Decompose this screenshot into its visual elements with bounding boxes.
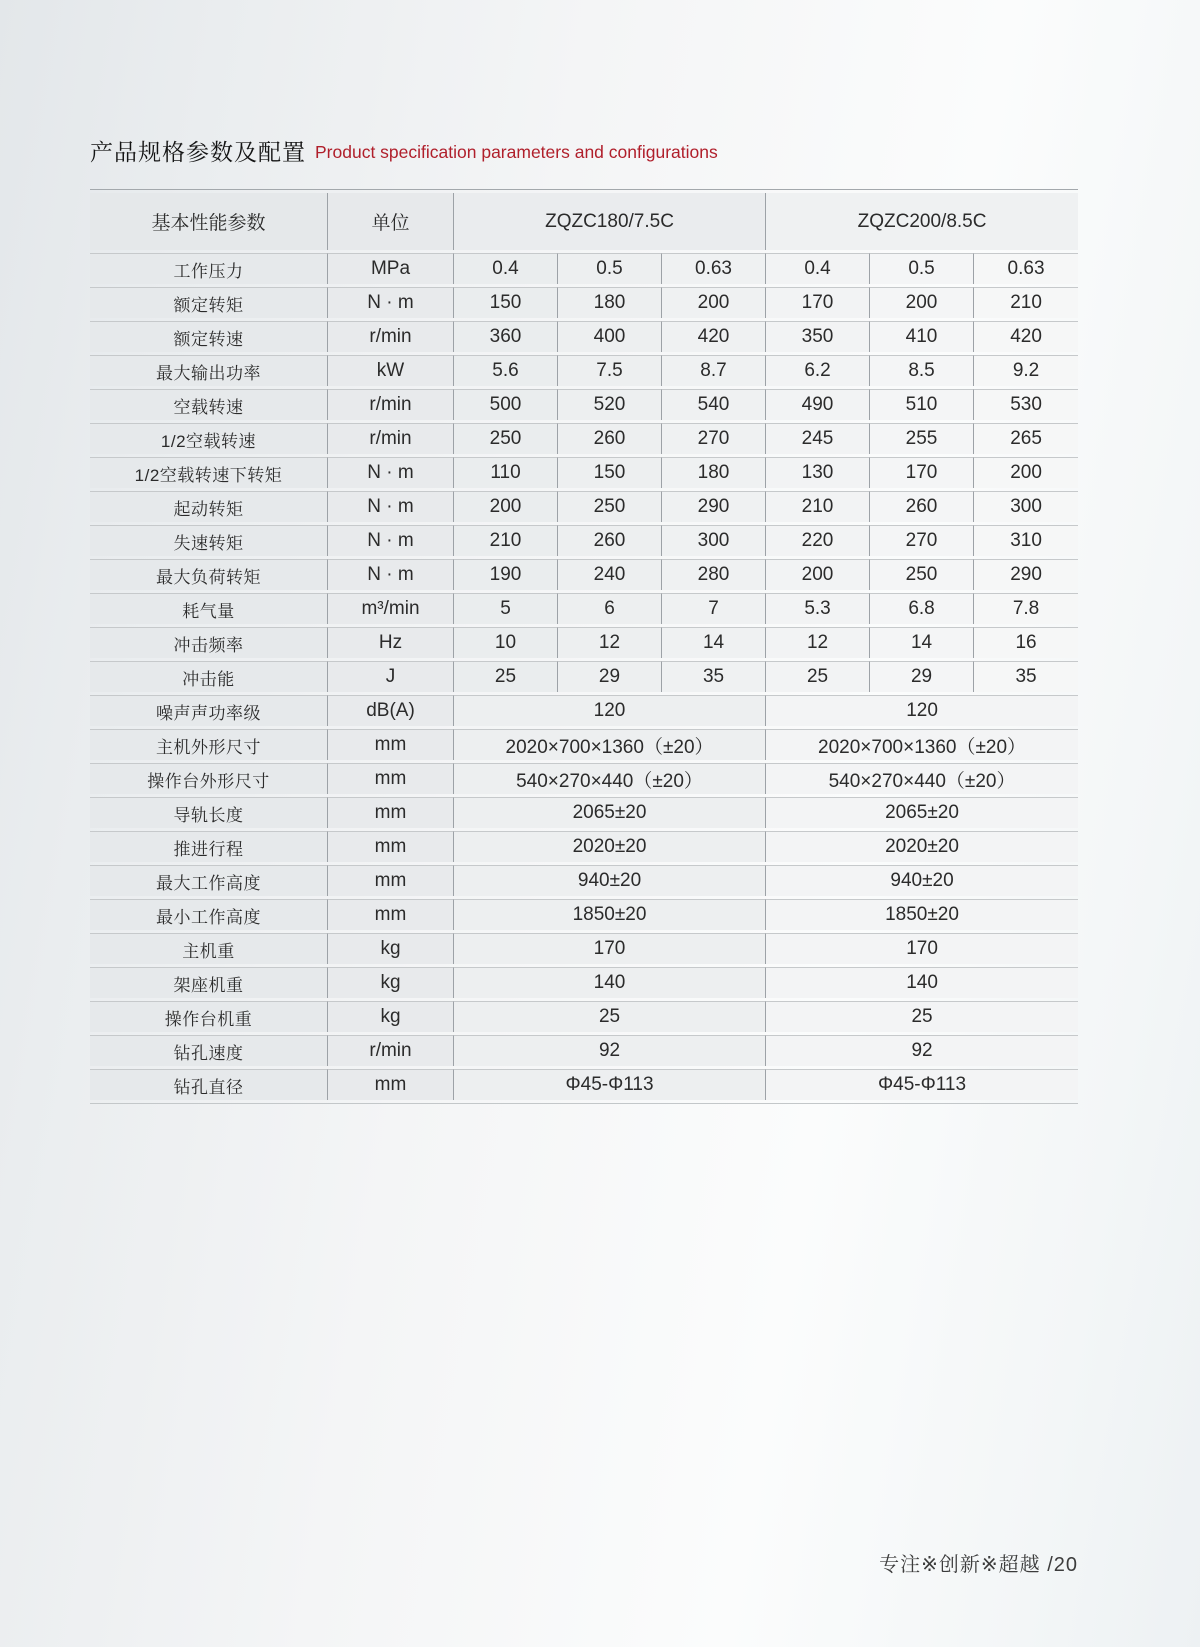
value-cell: 110 bbox=[454, 457, 558, 488]
value-cell-model-1: 940±20 bbox=[454, 865, 766, 896]
table-row bbox=[90, 661, 1078, 692]
section-title bbox=[90, 134, 718, 167]
value-cell: 150 bbox=[558, 457, 662, 488]
value-cell: 5.3 bbox=[766, 593, 870, 624]
table-row bbox=[90, 457, 1078, 488]
value-cell-model-1: 120 bbox=[454, 695, 766, 726]
param-name-cell: 主机重 bbox=[90, 933, 328, 964]
value-cell-model-1: 170 bbox=[454, 933, 766, 964]
table-row bbox=[90, 899, 1078, 930]
value-cell: 300 bbox=[662, 525, 766, 556]
header-model-2: ZQZC200/8.5C bbox=[766, 193, 1078, 250]
value-cell: 170 bbox=[870, 457, 974, 488]
param-name-cell: 主机外形尺寸 bbox=[90, 729, 328, 760]
param-unit-cell: mm bbox=[328, 831, 454, 862]
value-cell: 200 bbox=[870, 287, 974, 318]
value-cell: 260 bbox=[558, 525, 662, 556]
table-row bbox=[90, 627, 1078, 658]
value-cell: 265 bbox=[974, 423, 1078, 454]
value-cell: 180 bbox=[662, 457, 766, 488]
value-cell: 410 bbox=[870, 321, 974, 352]
value-cell: 29 bbox=[870, 661, 974, 692]
param-name-cell: 冲击能 bbox=[90, 661, 328, 692]
value-cell: 12 bbox=[558, 627, 662, 658]
value-cell: 12 bbox=[766, 627, 870, 658]
spec-table-grid bbox=[90, 190, 1078, 1103]
value-cell: 250 bbox=[558, 491, 662, 522]
value-cell-model-2: 1850±20 bbox=[766, 899, 1078, 930]
table-row bbox=[90, 1069, 1078, 1100]
value-cell-model-2: 540×270×440（±20） bbox=[766, 763, 1078, 794]
param-unit-cell: N · m bbox=[328, 287, 454, 318]
value-cell: 35 bbox=[974, 661, 1078, 692]
param-unit-cell: N · m bbox=[328, 457, 454, 488]
value-cell: 130 bbox=[766, 457, 870, 488]
param-unit-cell: dB(A) bbox=[328, 695, 454, 726]
value-cell: 200 bbox=[454, 491, 558, 522]
value-cell: 270 bbox=[662, 423, 766, 454]
value-cell: 530 bbox=[974, 389, 1078, 420]
value-cell: 300 bbox=[974, 491, 1078, 522]
param-name-cell: 最大输出功率 bbox=[90, 355, 328, 386]
value-cell: 490 bbox=[766, 389, 870, 420]
param-unit-cell: m³/min bbox=[328, 593, 454, 624]
value-cell: 400 bbox=[558, 321, 662, 352]
value-cell: 0.5 bbox=[870, 253, 974, 284]
param-name-cell: 失速转矩 bbox=[90, 525, 328, 556]
value-cell-model-2: 140 bbox=[766, 967, 1078, 998]
table-row bbox=[90, 967, 1078, 998]
value-cell: 25 bbox=[454, 661, 558, 692]
value-cell-model-2: 2020±20 bbox=[766, 831, 1078, 862]
value-cell: 6 bbox=[558, 593, 662, 624]
param-name-cell: 噪声声功率级 bbox=[90, 695, 328, 726]
table-row bbox=[90, 321, 1078, 352]
value-cell: 250 bbox=[870, 559, 974, 590]
table-row bbox=[90, 865, 1078, 896]
table-row bbox=[90, 933, 1078, 964]
value-cell-model-1: 2020×700×1360（±20） bbox=[454, 729, 766, 760]
value-cell-model-2: 120 bbox=[766, 695, 1078, 726]
param-unit-cell: N · m bbox=[328, 525, 454, 556]
param-name-cell: 起动转矩 bbox=[90, 491, 328, 522]
table-row bbox=[90, 1035, 1078, 1066]
value-cell: 8.7 bbox=[662, 355, 766, 386]
page-subtitle: Product specification parameters and configurations bbox=[315, 142, 718, 162]
param-unit-cell: MPa bbox=[328, 253, 454, 284]
table-row bbox=[90, 695, 1078, 726]
param-unit-cell: r/min bbox=[328, 389, 454, 420]
param-name-cell: 额定转速 bbox=[90, 321, 328, 352]
value-cell: 280 bbox=[662, 559, 766, 590]
value-cell: 7 bbox=[662, 593, 766, 624]
table-row bbox=[90, 287, 1078, 318]
value-cell: 35 bbox=[662, 661, 766, 692]
table-row bbox=[90, 389, 1078, 420]
value-cell: 150 bbox=[454, 287, 558, 318]
value-cell: 0.63 bbox=[662, 253, 766, 284]
value-cell: 5 bbox=[454, 593, 558, 624]
param-unit-cell: r/min bbox=[328, 423, 454, 454]
value-cell: 5.6 bbox=[454, 355, 558, 386]
param-name-cell: 冲击频率 bbox=[90, 627, 328, 658]
param-unit-cell: Hz bbox=[328, 627, 454, 658]
header-unit: 单位 bbox=[328, 193, 454, 250]
param-name-cell: 工作压力 bbox=[90, 253, 328, 284]
value-cell: 250 bbox=[454, 423, 558, 454]
param-unit-cell: r/min bbox=[328, 321, 454, 352]
param-unit-cell: N · m bbox=[328, 559, 454, 590]
param-name-cell: 额定转矩 bbox=[90, 287, 328, 318]
table-row bbox=[90, 491, 1078, 522]
table-row bbox=[90, 763, 1078, 794]
value-cell: 540 bbox=[662, 389, 766, 420]
table-row bbox=[90, 253, 1078, 284]
value-cell-model-2: 2065±20 bbox=[766, 797, 1078, 828]
header-model-1: ZQZC180/7.5C bbox=[454, 193, 766, 250]
header-param: 基本性能参数 bbox=[90, 193, 328, 250]
value-cell: 16 bbox=[974, 627, 1078, 658]
value-cell: 7.5 bbox=[558, 355, 662, 386]
value-cell: 210 bbox=[974, 287, 1078, 318]
value-cell: 170 bbox=[766, 287, 870, 318]
param-name-cell: 耗气量 bbox=[90, 593, 328, 624]
value-cell: 245 bbox=[766, 423, 870, 454]
value-cell-model-2: 25 bbox=[766, 1001, 1078, 1032]
value-cell: 210 bbox=[766, 491, 870, 522]
param-unit-cell: mm bbox=[328, 797, 454, 828]
param-unit-cell: mm bbox=[328, 1069, 454, 1100]
spec-table bbox=[90, 189, 1078, 1104]
table-row bbox=[90, 559, 1078, 590]
value-cell: 200 bbox=[974, 457, 1078, 488]
value-cell: 290 bbox=[662, 491, 766, 522]
value-cell: 510 bbox=[870, 389, 974, 420]
value-cell: 420 bbox=[974, 321, 1078, 352]
param-unit-cell: mm bbox=[328, 763, 454, 794]
value-cell-model-2: Φ45-Φ113 bbox=[766, 1069, 1078, 1100]
table-row bbox=[90, 831, 1078, 862]
table-row bbox=[90, 797, 1078, 828]
param-name-cell: 架座机重 bbox=[90, 967, 328, 998]
param-unit-cell: J bbox=[328, 661, 454, 692]
value-cell: 360 bbox=[454, 321, 558, 352]
param-name-cell: 最小工作高度 bbox=[90, 899, 328, 930]
value-cell: 0.4 bbox=[766, 253, 870, 284]
value-cell: 240 bbox=[558, 559, 662, 590]
footer-slogan: 专注※创新※超越 /20 bbox=[879, 1554, 1078, 1576]
table-header-row bbox=[90, 193, 1078, 250]
value-cell: 29 bbox=[558, 661, 662, 692]
table-row bbox=[90, 593, 1078, 624]
value-cell-model-1: 92 bbox=[454, 1035, 766, 1066]
value-cell: 520 bbox=[558, 389, 662, 420]
value-cell: 25 bbox=[766, 661, 870, 692]
param-name-cell: 最大负荷转矩 bbox=[90, 559, 328, 590]
param-unit-cell: mm bbox=[328, 899, 454, 930]
value-cell: 8.5 bbox=[870, 355, 974, 386]
param-unit-cell: kg bbox=[328, 1001, 454, 1032]
value-cell: 0.5 bbox=[558, 253, 662, 284]
value-cell: 420 bbox=[662, 321, 766, 352]
value-cell: 0.4 bbox=[454, 253, 558, 284]
value-cell: 260 bbox=[558, 423, 662, 454]
value-cell: 190 bbox=[454, 559, 558, 590]
param-unit-cell: mm bbox=[328, 729, 454, 760]
param-name-cell: 操作台外形尺寸 bbox=[90, 763, 328, 794]
table-row bbox=[90, 1001, 1078, 1032]
value-cell: 270 bbox=[870, 525, 974, 556]
param-name-cell: 操作台机重 bbox=[90, 1001, 328, 1032]
value-cell: 6.2 bbox=[766, 355, 870, 386]
param-unit-cell: N · m bbox=[328, 491, 454, 522]
value-cell: 350 bbox=[766, 321, 870, 352]
param-name-cell: 最大工作高度 bbox=[90, 865, 328, 896]
value-cell: 200 bbox=[766, 559, 870, 590]
value-cell: 6.8 bbox=[870, 593, 974, 624]
table-row bbox=[90, 729, 1078, 760]
value-cell-model-1: 540×270×440（±20） bbox=[454, 763, 766, 794]
param-name-cell: 1/2空载转速 bbox=[90, 423, 328, 454]
param-unit-cell: mm bbox=[328, 865, 454, 896]
value-cell: 0.63 bbox=[974, 253, 1078, 284]
value-cell: 200 bbox=[662, 287, 766, 318]
param-name-cell: 钻孔直径 bbox=[90, 1069, 328, 1100]
value-cell: 220 bbox=[766, 525, 870, 556]
value-cell: 180 bbox=[558, 287, 662, 318]
value-cell-model-1: 2065±20 bbox=[454, 797, 766, 828]
value-cell: 255 bbox=[870, 423, 974, 454]
table-row bbox=[90, 355, 1078, 386]
value-cell-model-1: 140 bbox=[454, 967, 766, 998]
param-name-cell: 推进行程 bbox=[90, 831, 328, 862]
value-cell-model-2: 940±20 bbox=[766, 865, 1078, 896]
value-cell-model-2: 2020×700×1360（±20） bbox=[766, 729, 1078, 760]
value-cell: 14 bbox=[870, 627, 974, 658]
value-cell: 500 bbox=[454, 389, 558, 420]
param-name-cell: 空载转速 bbox=[90, 389, 328, 420]
value-cell-model-2: 170 bbox=[766, 933, 1078, 964]
param-name-cell: 钻孔速度 bbox=[90, 1035, 328, 1066]
value-cell: 310 bbox=[974, 525, 1078, 556]
param-name-cell: 导轨长度 bbox=[90, 797, 328, 828]
param-unit-cell: kW bbox=[328, 355, 454, 386]
value-cell: 260 bbox=[870, 491, 974, 522]
value-cell: 290 bbox=[974, 559, 1078, 590]
page-title: 产品规格参数及配置 bbox=[90, 139, 306, 165]
value-cell-model-2: 92 bbox=[766, 1035, 1078, 1066]
param-unit-cell: kg bbox=[328, 933, 454, 964]
value-cell-model-1: 25 bbox=[454, 1001, 766, 1032]
value-cell-model-1: 1850±20 bbox=[454, 899, 766, 930]
value-cell-model-1: 2020±20 bbox=[454, 831, 766, 862]
param-name-cell: 1/2空载转速下转矩 bbox=[90, 457, 328, 488]
value-cell-model-1: Φ45-Φ113 bbox=[454, 1069, 766, 1100]
table-row bbox=[90, 423, 1078, 454]
value-cell: 14 bbox=[662, 627, 766, 658]
value-cell: 9.2 bbox=[974, 355, 1078, 386]
param-unit-cell: kg bbox=[328, 967, 454, 998]
table-row bbox=[90, 525, 1078, 556]
value-cell: 7.8 bbox=[974, 593, 1078, 624]
param-unit-cell: r/min bbox=[328, 1035, 454, 1066]
value-cell: 210 bbox=[454, 525, 558, 556]
value-cell: 10 bbox=[454, 627, 558, 658]
